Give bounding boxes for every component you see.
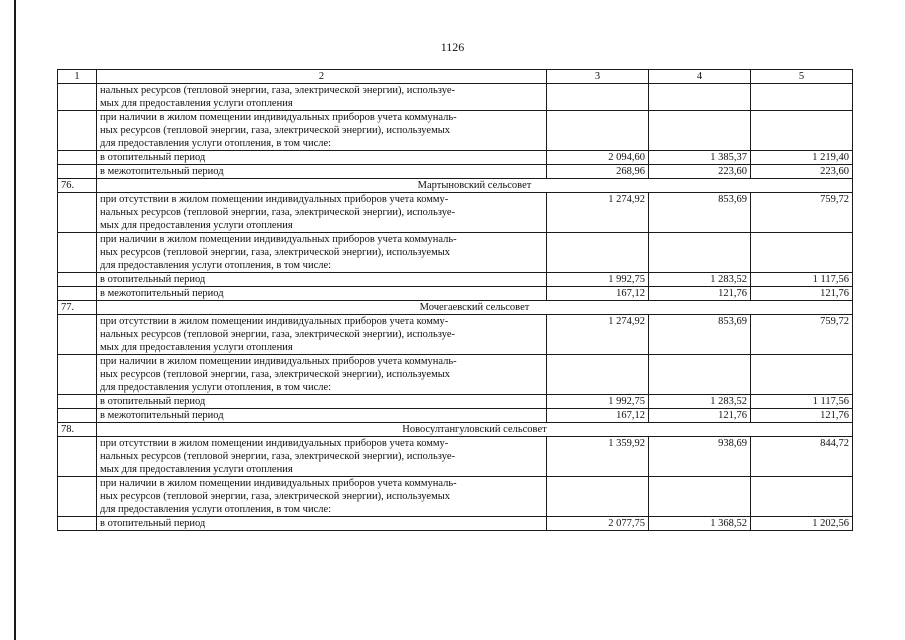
description-line: в межотопительный период bbox=[100, 288, 224, 299]
description-line: мых для предоставления услуги отопления bbox=[100, 342, 293, 353]
row-description bbox=[97, 477, 547, 517]
value-col-4: 853,69 bbox=[649, 193, 751, 233]
row-description bbox=[97, 193, 547, 233]
description-line: нальных ресурсов (тепловой энергии, газа, электрической энергии), используе- bbox=[100, 207, 455, 218]
row-description bbox=[97, 165, 547, 179]
description-line: мых для предоставления услуги отопления bbox=[100, 98, 293, 109]
value-col-3: 268,96 bbox=[547, 165, 649, 179]
description-line: нальных ресурсов (тепловой энергии, газа, электрической энергии), используе- bbox=[100, 85, 455, 96]
header-cell-1: 1 bbox=[58, 70, 97, 84]
header-cell-5: 5 bbox=[751, 70, 853, 84]
value-col-5: 759,72 bbox=[751, 315, 853, 355]
value-col-5 bbox=[751, 84, 853, 111]
description-line: в отопительный период bbox=[100, 274, 206, 285]
value-col-3 bbox=[547, 477, 649, 517]
value-col-3: 2 077,75 bbox=[547, 517, 649, 531]
value-col-3: 1 992,75 bbox=[547, 273, 649, 287]
value-col-3 bbox=[547, 233, 649, 273]
value-col-3: 2 094,60 bbox=[547, 151, 649, 165]
description-line: при отсутствии в жилом помещении индивидуальных приборов учета комму- bbox=[100, 316, 449, 327]
table-row bbox=[58, 287, 853, 301]
description-line: при наличии в жилом помещении индивидуальных приборов учета коммуналь- bbox=[100, 234, 457, 245]
description-line: при наличии в жилом помещении индивидуальных приборов учета коммуналь- bbox=[100, 112, 457, 123]
section-title: Новосултангуловский сельсовет bbox=[97, 423, 853, 437]
page-number: 1126 bbox=[440, 40, 465, 54]
row-description bbox=[97, 517, 547, 531]
value-col-4: 1 283,52 bbox=[649, 395, 751, 409]
value-col-4 bbox=[649, 477, 751, 517]
row-number bbox=[58, 409, 97, 423]
row-description bbox=[97, 233, 547, 273]
value-col-4: 121,76 bbox=[649, 409, 751, 423]
row-number bbox=[58, 355, 97, 395]
value-col-3 bbox=[547, 84, 649, 111]
description-line: нальных ресурсов (тепловой энергии, газа, электрической энергии), используе- bbox=[100, 329, 455, 340]
row-number bbox=[58, 517, 97, 531]
row-description bbox=[97, 355, 547, 395]
value-col-4 bbox=[649, 233, 751, 273]
row-number bbox=[58, 287, 97, 301]
description-line: при наличии в жилом помещении индивидуальных приборов учета коммуналь- bbox=[100, 356, 457, 367]
row-number bbox=[58, 165, 97, 179]
value-col-4: 223,60 bbox=[649, 165, 751, 179]
description-line: ных ресурсов (тепловой энергии, газа, электрической энергии), используемых bbox=[100, 125, 451, 136]
table-row bbox=[58, 437, 853, 477]
value-col-4 bbox=[649, 111, 751, 151]
section-row bbox=[58, 301, 853, 315]
row-description bbox=[97, 151, 547, 165]
table-row bbox=[58, 477, 853, 517]
value-col-4: 853,69 bbox=[649, 315, 751, 355]
tariff-table bbox=[57, 69, 853, 531]
value-col-4 bbox=[649, 84, 751, 111]
description-line: нальных ресурсов (тепловой энергии, газа, электрической энергии), используе- bbox=[100, 451, 455, 462]
value-col-5 bbox=[751, 233, 853, 273]
binding-rule bbox=[14, 0, 16, 640]
row-description bbox=[97, 437, 547, 477]
value-col-4: 938,69 bbox=[649, 437, 751, 477]
value-col-4: 121,76 bbox=[649, 287, 751, 301]
value-col-4: 1 385,37 bbox=[649, 151, 751, 165]
table-row bbox=[58, 193, 853, 233]
value-col-3 bbox=[547, 111, 649, 151]
table-row bbox=[58, 273, 853, 287]
description-line: мых для предоставления услуги отопления bbox=[100, 464, 293, 475]
section-number: 76. bbox=[58, 179, 97, 193]
row-number bbox=[58, 477, 97, 517]
value-col-5: 121,76 bbox=[751, 287, 853, 301]
description-line: мых для предоставления услуги отопления bbox=[100, 220, 293, 231]
description-line: в отопительный период bbox=[100, 396, 206, 407]
value-col-5 bbox=[751, 477, 853, 517]
table-row bbox=[58, 395, 853, 409]
table-row bbox=[58, 233, 853, 273]
description-line: в межотопительный период bbox=[100, 410, 224, 421]
description-line: при отсутствии в жилом помещении индивидуальных приборов учета комму- bbox=[100, 438, 449, 449]
value-col-4 bbox=[649, 355, 751, 395]
table-row bbox=[58, 409, 853, 423]
section-row bbox=[58, 179, 853, 193]
row-number bbox=[58, 273, 97, 287]
description-line: для предоставления услуги отопления, в том числе: bbox=[100, 382, 332, 393]
value-col-4: 1 368,52 bbox=[649, 517, 751, 531]
header-cell-4: 4 bbox=[649, 70, 751, 84]
row-number bbox=[58, 395, 97, 409]
section-number: 78. bbox=[58, 423, 97, 437]
description-line: ных ресурсов (тепловой энергии, газа, электрической энергии), используемых bbox=[100, 247, 451, 258]
row-number bbox=[58, 151, 97, 165]
description-line: ных ресурсов (тепловой энергии, газа, электрической энергии), используемых bbox=[100, 369, 451, 380]
value-col-5: 1 117,56 bbox=[751, 273, 853, 287]
description-line: в межотопительный период bbox=[100, 166, 224, 177]
row-description bbox=[97, 111, 547, 151]
section-title: Мартыновский сельсовет bbox=[97, 179, 853, 193]
header-cell-3: 3 bbox=[547, 70, 649, 84]
row-number bbox=[58, 111, 97, 151]
description-line: для предоставления услуги отопления, в том числе: bbox=[100, 138, 332, 149]
value-col-3: 1 359,92 bbox=[547, 437, 649, 477]
value-col-5: 1 117,56 bbox=[751, 395, 853, 409]
row-number bbox=[58, 84, 97, 111]
value-col-5: 121,76 bbox=[751, 409, 853, 423]
row-number bbox=[58, 193, 97, 233]
section-title: Мочегаевский сельсовет bbox=[97, 301, 853, 315]
description-line: при отсутствии в жилом помещении индивидуальных приборов учета комму- bbox=[100, 194, 449, 205]
row-description bbox=[97, 287, 547, 301]
value-col-5 bbox=[751, 111, 853, 151]
value-col-5: 1 202,56 bbox=[751, 517, 853, 531]
table-row bbox=[58, 151, 853, 165]
value-col-5: 844,72 bbox=[751, 437, 853, 477]
description-line: при наличии в жилом помещении индивидуальных приборов учета коммуналь- bbox=[100, 478, 457, 489]
value-col-3: 167,12 bbox=[547, 287, 649, 301]
row-description bbox=[97, 395, 547, 409]
description-line: в отопительный период bbox=[100, 518, 206, 529]
value-col-5 bbox=[751, 355, 853, 395]
table-row bbox=[58, 165, 853, 179]
table-row bbox=[58, 355, 853, 395]
section-row bbox=[58, 423, 853, 437]
table-row bbox=[58, 315, 853, 355]
row-number bbox=[58, 233, 97, 273]
value-col-3: 1 992,75 bbox=[547, 395, 649, 409]
value-col-3: 167,12 bbox=[547, 409, 649, 423]
value-col-4: 1 283,52 bbox=[649, 273, 751, 287]
value-col-3 bbox=[547, 355, 649, 395]
description-line: для предоставления услуги отопления, в том числе: bbox=[100, 260, 332, 271]
section-number: 77. bbox=[58, 301, 97, 315]
description-line: в отопительный период bbox=[100, 152, 206, 163]
header-cell-2: 2 bbox=[97, 70, 547, 84]
value-col-3: 1 274,92 bbox=[547, 315, 649, 355]
row-description bbox=[97, 315, 547, 355]
row-number bbox=[58, 437, 97, 477]
description-line: для предоставления услуги отопления, в том числе: bbox=[100, 504, 332, 515]
value-col-5: 759,72 bbox=[751, 193, 853, 233]
value-col-5: 1 219,40 bbox=[751, 151, 853, 165]
value-col-5: 223,60 bbox=[751, 165, 853, 179]
row-description bbox=[97, 84, 547, 111]
table-row bbox=[58, 111, 853, 151]
header-row bbox=[58, 70, 853, 84]
row-number bbox=[58, 315, 97, 355]
description-line: ных ресурсов (тепловой энергии, газа, электрической энергии), используемых bbox=[100, 491, 451, 502]
row-description bbox=[97, 273, 547, 287]
table-row bbox=[58, 84, 853, 111]
table-row bbox=[58, 517, 853, 531]
row-description bbox=[97, 409, 547, 423]
value-col-3: 1 274,92 bbox=[547, 193, 649, 233]
